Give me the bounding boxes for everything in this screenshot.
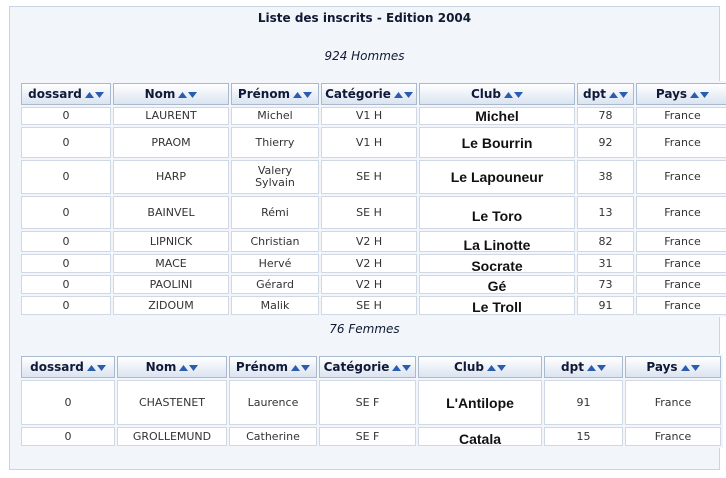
cell-dpt: 78 [577,107,634,125]
cell-dpt: 13 [577,196,634,229]
column-header-label: dpt [583,87,606,101]
cell-club: Le Toro [419,196,575,229]
column-header-label: Pays [655,87,688,101]
sort-arrows-icon[interactable] [291,364,310,371]
cell-pays: France [636,160,726,194]
cell-categorie: SE H [321,196,417,229]
cell-club: Gé [419,275,575,294]
table-row [21,275,726,294]
cell-dpt: 91 [544,380,623,425]
cell-prenom: Hervé [231,254,319,273]
cell-club: L'Antilope [418,380,542,425]
column-header-nom[interactable] [113,83,229,105]
column-header-categorie[interactable] [321,83,417,105]
cell-prenom: Rémi [231,196,319,229]
column-header-nom[interactable] [117,356,227,378]
column-header-label: Nom [145,360,177,374]
table-row [21,380,721,425]
column-header-label: Club [453,360,485,374]
column-header-label: Club [470,87,502,101]
cell-dossard: 0 [21,427,115,446]
column-header-label: dpt [561,360,584,374]
cell-dossard: 0 [21,107,111,125]
sort-arrows-icon[interactable] [85,91,104,98]
cell-club: Le Troll [419,296,575,315]
page-title: Liste des inscrits - Edition 2004 [257,11,472,25]
cell-nom: HARP [113,160,229,194]
cell-pays: France [636,275,726,294]
cell-dossard: 0 [21,127,111,158]
cell-dpt: 15 [544,427,623,446]
cell-dpt: 91 [577,296,634,315]
sort-arrows-icon[interactable] [394,91,413,98]
cell-club: Michel [419,107,575,125]
cell-dossard: 0 [21,296,111,315]
table-row [21,427,721,446]
cell-club: Socrate [419,254,575,273]
table-row [21,254,726,273]
cell-categorie: SE H [321,296,417,315]
column-header-label: Catégorie [323,360,390,374]
cell-categorie: SE F [319,427,416,446]
column-header-label: Pays [646,360,678,374]
column-header-prenom[interactable] [229,356,317,378]
section-title-women: 76 Femmes [329,322,400,336]
cell-prenom: Valery Sylvain [231,160,319,194]
cell-categorie: V1 H [321,127,417,158]
cell-club: La Linotte [419,231,575,252]
table-row [21,296,726,315]
sort-arrows-icon[interactable] [504,91,523,98]
sort-arrows-icon[interactable] [178,91,197,98]
cell-nom: CHASTENET [117,380,227,425]
women-registrants-table [19,354,723,448]
table-row [21,107,726,125]
sort-arrows-icon[interactable] [179,364,198,371]
column-header-label: Catégorie [325,87,391,101]
column-header-prenom[interactable] [231,83,319,105]
cell-prenom: Gérard [231,275,319,294]
cell-nom: BAINVEL [113,196,229,229]
cell-dpt: 73 [577,275,634,294]
cell-pays: France [625,427,721,446]
cell-pays: France [636,231,726,252]
cell-prenom: Thierry [231,127,319,158]
sort-arrows-icon[interactable] [690,91,709,98]
sort-arrows-icon[interactable] [587,364,606,371]
header-row [21,83,726,105]
cell-categorie: V2 H [321,254,417,273]
cell-nom: LAURENT [113,107,229,125]
cell-categorie: SE H [321,160,417,194]
cell-nom: MACE [113,254,229,273]
men-registrants-table [19,81,726,317]
table-row [21,231,726,252]
table-row [21,127,726,158]
column-header-dpt[interactable] [544,356,623,378]
sort-arrows-icon[interactable] [487,364,506,371]
cell-dpt: 31 [577,254,634,273]
cell-nom: PRAOM [113,127,229,158]
column-header-label: Prénom [237,87,291,101]
cell-prenom: Laurence [229,380,317,425]
column-header-dossard[interactable] [21,356,115,378]
cell-nom: PAOLINI [113,275,229,294]
column-header-label: dossard [30,360,84,374]
cell-dossard: 0 [21,160,111,194]
column-header-dossard[interactable] [21,83,111,105]
column-header-club[interactable] [418,356,542,378]
cell-pays: France [636,196,726,229]
cell-categorie: V2 H [321,275,417,294]
table-row [21,196,726,229]
cell-nom: ZIDOUM [113,296,229,315]
cell-categorie: SE F [319,380,416,425]
cell-prenom: Christian [231,231,319,252]
cell-dpt: 92 [577,127,634,158]
cell-pays: France [636,296,726,315]
cell-pays: France [636,107,726,125]
column-header-label: Nom [144,87,176,101]
cell-dossard: 0 [21,380,115,425]
column-header-label: Prénom [235,360,289,374]
cell-prenom: Catherine [229,427,317,446]
sort-arrows-icon[interactable] [87,364,106,371]
column-header-pays[interactable] [636,83,726,105]
sort-arrows-icon[interactable] [609,91,628,98]
cell-club: Le Lapouneur [419,160,575,194]
cell-pays: France [636,127,726,158]
cell-dpt: 82 [577,231,634,252]
header-row [21,356,721,378]
column-header-club[interactable] [419,83,575,105]
column-header-dpt[interactable] [577,83,634,105]
table-row [21,160,726,194]
cell-dossard: 0 [21,275,111,294]
cell-nom: LIPNICK [113,231,229,252]
sort-arrows-icon[interactable] [392,364,411,371]
column-header-label: dossard [28,87,82,101]
cell-dpt: 38 [577,160,634,194]
cell-categorie: V2 H [321,231,417,252]
cell-prenom: Malik [231,296,319,315]
cell-prenom: Michel [231,107,319,125]
column-header-categorie[interactable] [319,356,416,378]
column-header-pays[interactable] [625,356,721,378]
cell-dossard: 0 [21,231,111,252]
cell-pays: France [636,254,726,273]
section-title-men: 924 Hommes [324,49,405,63]
cell-dossard: 0 [21,254,111,273]
cell-club: Le Bourrin [419,127,575,158]
cell-nom: GROLLEMUND [117,427,227,446]
cell-categorie: V1 H [321,107,417,125]
registrants-panel [9,6,720,470]
cell-dossard: 0 [21,196,111,229]
sort-arrows-icon[interactable] [293,91,312,98]
sort-arrows-icon[interactable] [681,364,700,371]
cell-pays: France [625,380,721,425]
cell-club: Catala [418,427,542,446]
